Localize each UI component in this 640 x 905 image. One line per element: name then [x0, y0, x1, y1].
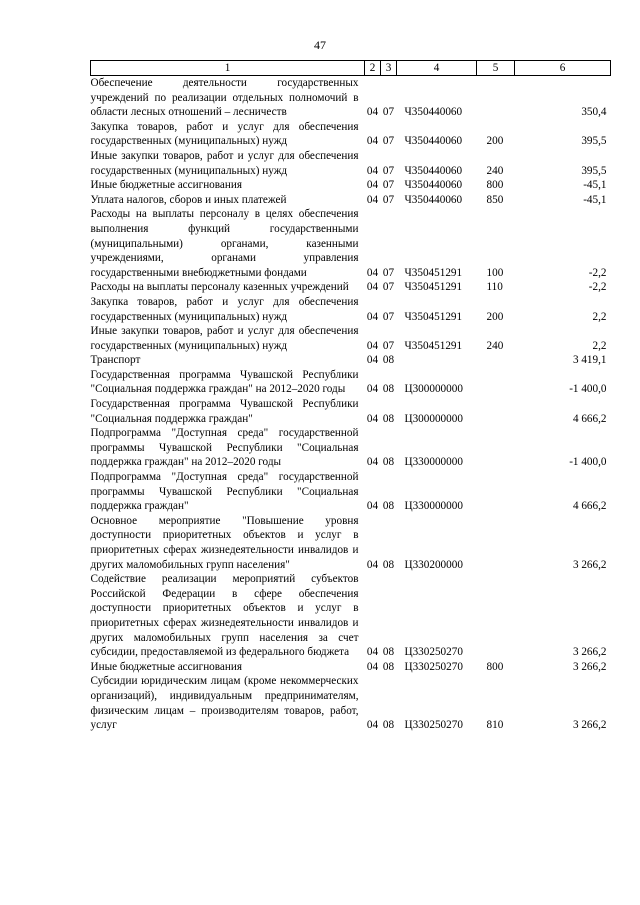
row-subsection: 08 — [382, 558, 395, 571]
table-row — [91, 353, 611, 368]
row-name: Подпрограмма "Доступная среда" государственной программы Чувашской Республики "Социальная поддержка граждан" на 2012–2020 годы — [90, 427, 359, 469]
row-subsection: 08 — [382, 354, 395, 367]
row-target-article: Ч350440060 — [404, 135, 463, 148]
row-expense-type: 240 — [486, 164, 504, 177]
table-row — [91, 76, 611, 120]
row-target-article: Ч350440060 — [404, 193, 463, 206]
row-target-article: Ч350440060 — [404, 106, 463, 119]
row-section: 04 — [366, 310, 379, 323]
column-header: 6 — [515, 61, 611, 76]
table-header-row — [91, 61, 611, 76]
row-amount: 395,5 — [581, 135, 607, 148]
table-row — [91, 674, 611, 732]
table-row — [91, 149, 611, 178]
row-section: 04 — [366, 193, 379, 206]
table-row — [91, 193, 611, 208]
row-name: Расходы на выплаты персоналу в целях обеспечения выполнения функций государственными (муниципальными) органами, казенными учреждениями, органами управления государственными внебюджетными фондами — [90, 208, 359, 279]
row-target-article: Ц300000000 — [404, 412, 463, 425]
row-target-article: Ц330000000 — [404, 456, 463, 469]
row-name: Закупка товаров, работ и услуг для обеспечения государственных (муниципальных) нужд — [90, 295, 359, 323]
column-header: 3 — [381, 61, 397, 76]
row-subsection: 07 — [382, 281, 395, 294]
row-section: 04 — [366, 660, 379, 673]
column-header: 5 — [477, 61, 515, 76]
row-section: 04 — [366, 135, 379, 148]
row-subsection: 07 — [382, 310, 395, 323]
row-section: 04 — [366, 354, 379, 367]
row-target-article: Ц330000000 — [404, 500, 463, 513]
row-amount: 3 266,2 — [572, 558, 607, 571]
row-name: Транспорт — [90, 354, 141, 367]
row-section: 04 — [366, 106, 379, 119]
row-section: 04 — [366, 383, 379, 396]
row-expense-type: 800 — [486, 179, 504, 192]
row-expense-type: 240 — [486, 339, 504, 352]
row-target-article: Ц330250270 — [404, 646, 463, 659]
row-name: Обеспечение деятельности государственных учреждений по реализации отдельных полномочий в области лесных отношений – лесничеств — [90, 77, 359, 119]
table-body — [91, 76, 611, 733]
row-expense-type — [477, 397, 515, 426]
budget-table — [90, 60, 611, 733]
column-header: 2 — [365, 61, 381, 76]
table-row — [91, 295, 611, 324]
row-name: Государственная программа Чувашской Республики "Социальная поддержка граждан" — [90, 398, 359, 425]
row-subsection: 08 — [382, 646, 395, 659]
row-subsection: 07 — [382, 266, 395, 279]
row-amount: 4 666,2 — [572, 412, 607, 425]
row-name: Основное мероприятие "Повышение уровня доступности приоритетных объектов и услуг в приоритетных сферах жизнедеятельности инвалидов и других маломобильных групп населения" — [90, 514, 359, 571]
row-name: Расходы на выплаты персоналу казенных учреждений — [90, 281, 349, 294]
row-expense-type — [477, 76, 515, 120]
row-subsection: 07 — [382, 164, 395, 177]
row-subsection: 07 — [382, 193, 395, 206]
row-subsection: 07 — [382, 106, 395, 119]
row-target-article: Ч350440060 — [404, 164, 463, 177]
table-row — [91, 368, 611, 397]
row-section: 04 — [366, 719, 379, 732]
row-amount: 395,5 — [581, 164, 607, 177]
row-expense-type: 110 — [486, 281, 503, 294]
row-name: Иные закупки товаров, работ и услуг для обеспечения государственных (муниципальных) нужд — [90, 149, 359, 177]
page-number: 47 — [314, 38, 326, 52]
row-amount: 2,2 — [592, 310, 607, 323]
row-name: Иные закупки товаров, работ и услуг для обеспечения государственных (муниципальных) нужд — [90, 325, 359, 352]
row-section: 04 — [366, 164, 379, 177]
row-subsection: 07 — [382, 339, 395, 352]
row-expense-type — [477, 572, 515, 660]
table-row — [91, 120, 611, 149]
row-section: 04 — [366, 646, 379, 659]
row-name: Иные бюджетные ассигнования — [90, 179, 242, 192]
row-expense-type: 100 — [486, 266, 504, 279]
row-section: 04 — [366, 456, 379, 469]
table-row — [91, 426, 611, 470]
row-amount: 3 266,2 — [572, 719, 607, 732]
row-subsection: 08 — [382, 660, 395, 673]
row-target-article: Ц300000000 — [404, 383, 463, 396]
row-name: Содействие реализации мероприятий субъектов Российской Федерации в сфере обеспечения доступности приоритетных объектов и услуг в приоритетных сферах жизнедеятельности инвалидов и других маломобильных групп населения за счет субсидии, предоставляемой из федерального бюджета — [90, 573, 359, 659]
row-amount: 350,4 — [581, 106, 607, 119]
row-amount: -1 400,0 — [569, 456, 607, 469]
row-name: Уплата налогов, сборов и иных платежей — [90, 193, 287, 206]
row-section: 04 — [366, 558, 379, 571]
table-row — [91, 178, 611, 193]
table-row — [91, 470, 611, 514]
row-amount: 3 266,2 — [572, 646, 607, 659]
table-row — [91, 660, 611, 675]
row-amount: 3 419,1 — [572, 354, 607, 367]
row-target-article: Ц330200000 — [404, 558, 463, 571]
column-header: 1 — [91, 61, 365, 76]
row-name: Государственная программа Чувашской Республики "Социальная поддержка граждан" на 2012–2020 годы — [90, 368, 359, 396]
table-row — [91, 572, 611, 660]
row-expense-type: 200 — [486, 310, 504, 323]
row-target-article: Ц330250270 — [404, 660, 463, 673]
row-amount: -2,2 — [588, 266, 607, 279]
row-expense-type — [477, 353, 515, 368]
row-expense-type — [477, 426, 515, 470]
table-row — [91, 280, 611, 295]
row-amount: -45,1 — [583, 193, 607, 206]
row-subsection: 07 — [382, 179, 395, 192]
row-name: Закупка товаров, работ и услуг для обеспечения государственных (муниципальных) нужд — [90, 120, 359, 148]
row-name: Иные бюджетные ассигнования — [90, 660, 242, 673]
row-expense-type: 200 — [486, 135, 504, 148]
row-section: 04 — [366, 281, 379, 294]
row-target-article: Ц330250270 — [404, 719, 463, 732]
column-header: 4 — [397, 61, 477, 76]
row-target-article: Ч350451291 — [404, 281, 463, 294]
row-expense-type — [477, 470, 515, 514]
row-amount: -1 400,0 — [569, 383, 607, 396]
row-name: Подпрограмма "Доступная среда" государственной программы Чувашской Республики "Социальная поддержка граждан" — [90, 471, 359, 513]
row-target-article — [397, 353, 477, 368]
row-expense-type — [477, 514, 515, 572]
row-subsection: 08 — [382, 500, 395, 513]
row-subsection: 08 — [382, 456, 395, 469]
table-row — [91, 397, 611, 426]
row-section: 04 — [366, 179, 379, 192]
table-row — [91, 207, 611, 280]
row-amount: 3 266,2 — [572, 660, 607, 673]
row-expense-type: 810 — [486, 719, 504, 732]
row-subsection: 08 — [382, 719, 395, 732]
row-subsection: 08 — [382, 412, 395, 425]
row-section: 04 — [366, 500, 379, 513]
row-name: Субсидии юридическим лицам (кроме некоммерческих организаций), индивидуальным предпринимателям, физическим лицам – производителям товаров, работ, услуг — [90, 675, 359, 732]
table-row — [91, 324, 611, 353]
table-row — [91, 514, 611, 572]
row-section: 04 — [366, 266, 379, 279]
row-amount: 4 666,2 — [572, 500, 607, 513]
row-amount: -45,1 — [583, 179, 607, 192]
row-expense-type: 800 — [486, 660, 504, 673]
row-expense-type: 850 — [486, 193, 504, 206]
row-target-article: Ч350440060 — [404, 179, 463, 192]
row-section: 04 — [366, 339, 379, 352]
row-target-article: Ч350451291 — [404, 339, 463, 352]
row-section: 04 — [366, 412, 379, 425]
row-subsection: 08 — [382, 383, 395, 396]
row-target-article: Ч350451291 — [404, 310, 463, 323]
row-target-article: Ч350451291 — [404, 266, 463, 279]
row-amount: -2,2 — [588, 281, 607, 294]
row-subsection: 07 — [382, 135, 395, 148]
row-expense-type — [477, 368, 515, 397]
row-amount: 2,2 — [592, 339, 607, 352]
